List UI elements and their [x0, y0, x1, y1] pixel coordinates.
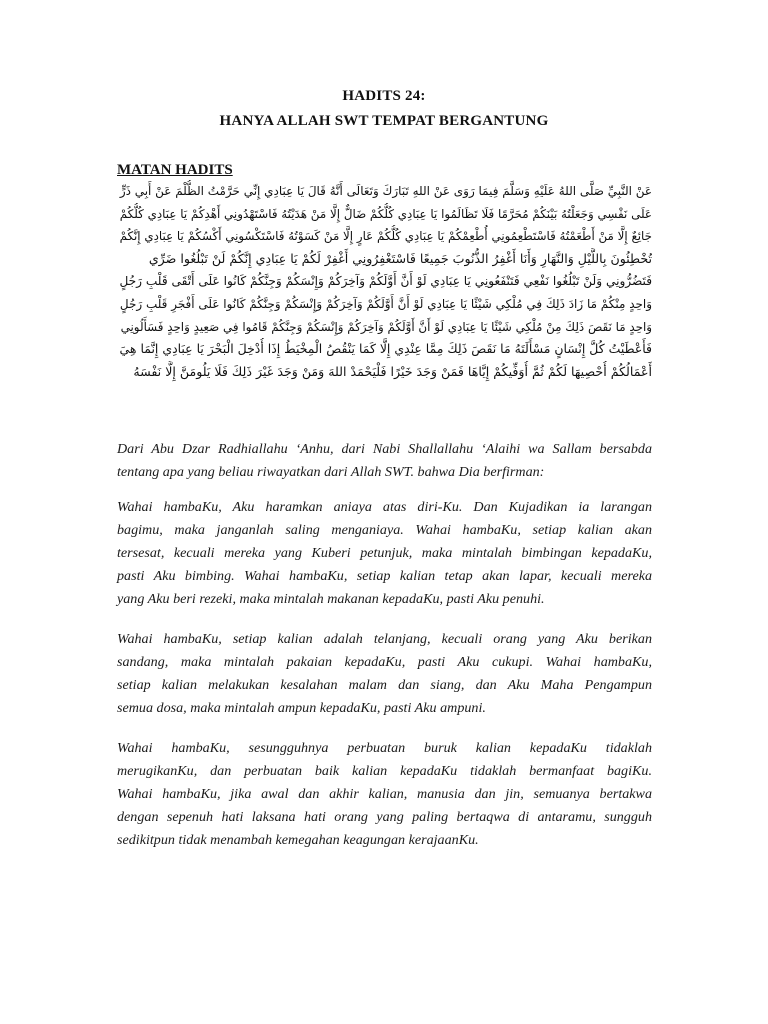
arabic-line: عَلَى نَفْسِي وَجَعَلْتُهُ بَيْنَكُمْ مُحَرَّمًا فَلَا تَظَالَمُوا يَا عِبَادِي كُلُّكُمْ ضَالٌّ إِلَّا مَنْ هَدَيْتُهُ فَاسْتَهْدُونِي أَهْدِكُمْ يَا عِبَادِي كُلُّكُمْ [119, 206, 652, 221]
arabic-line: وَاحِدٍ مَا نَقَصَ ذَلِكَ مِنْ مُلْكِي شَيْئًا يَا عِبَادِي لَوْ أَنَّ أَوَّلَكُمْ وَآخِرَكُمْ وَإِنْسَكُمْ وَجِنَّكُمْ قَامُوا فِي صَعِيدٍ وَاحِدٍ فَسَأَلُونِي [120, 319, 652, 334]
text-line: Wahai hambaKu, Aku haramkan aniaya atas diri-Ku. Dan Kujadikan ia larangan [117, 499, 652, 515]
arabic-line: وَاحِدٍ مِنْكُمْ مَا زَادَ ذَلِكَ فِي مُلْكِي شَيْئًا يَا عِبَادِي لَوْ أَنَّ أَوَّلَكُمْ وَآخِرَكُمْ وَإِنْسَكُمْ وَجِنَّكُمْ كَانُوا عَلَى أَفْجَرِ قَلْبِ رَجُلٍ [119, 296, 652, 311]
section-heading-matan: MATAN HADITS [117, 162, 233, 178]
translation-paragraph-3 [117, 628, 652, 720]
hadith-number-title: HADITS 24: [342, 88, 426, 104]
text-line: sedikitpun tidak menambah kemegahan keagungan kerajaanKu. [117, 832, 479, 849]
text-line: sandang, maka mintalah pakaian kepadaKu, pasti Aku cukupi. Wahai hambaKu, [117, 654, 652, 671]
text-line: semua dosa, maka mintalah ampun kepadaKu, pasti Aku ampuni. [117, 700, 486, 717]
text-line: setiap kalian melakukan kesalahan malam dan siang, dan Aku Maha Pengampun [117, 677, 652, 694]
text-line: tentang apa yang beliau riwayatkan dari Allah SWT. bahwa Dia berfirman: [117, 464, 545, 481]
text-line: bagimu, maka janganlah saling menganiaya. Wahai hambaKu, setiap kalian akan [117, 522, 652, 539]
arabic-hadith-text [117, 180, 652, 383]
arabic-line: فَأَعْطَيْتُ كُلَّ إِنْسَانٍ مَسْأَلَتَهُ مَا نَقَصَ ذَلِكَ مِمَّا عِنْدِي إِلَّا كَمَا يَنْقُصُ الْمِخْيَطُ إِذَا أُدْخِلَ الْبَحْرَ يَا عِبَادِي إِنَّمَا هِيَ [119, 341, 652, 357]
arabic-line: جَائِعٌ إِلَّا مَنْ أَطْعَمْتُهُ فَاسْتَطْعِمُونِي أُطْعِمْكُمْ يَا عِبَادِي كُلُّكُمْ عَارٍ إِلَّا مَنْ كَسَوْتُهُ فَاسْتَكْسُونِي أَكْسُكُمْ يَا عِبَادِي إِنَّكُمْ [119, 229, 652, 244]
translation-paragraph-2 [117, 496, 652, 611]
arabic-line: فَتَضُرُّونِي وَلَنْ تَبْلُغُوا نَفْعِي فَتَنْفَعُونِي يَا عِبَادِي لَوْ أَنَّ أَوَّلَكُمْ وَآخِرَكُمْ وَإِنْسَكُمْ وَجِنَّكُمْ كَانُوا عَلَى أَتْقَى قَلْبِ رَجُلٍ [119, 274, 652, 289]
text-line: Wahai hambaKu, jika awal dan akhir kalian, manusia dan jin, semuanya bertakwa [117, 786, 652, 803]
translation-intro-paragraph [117, 438, 652, 484]
text-line: yang Aku beri rezeki, maka mintalah makanan kepadaKu, pasti Aku penuhi. [117, 591, 545, 608]
hadith-title: HANYA ALLAH SWT TEMPAT BERGANTUNG [219, 113, 549, 129]
arabic-line: أَعْمَالُكُمْ أُحْصِيهَا لَكُمْ ثُمَّ أُوَفِّيكُمْ إِيَّاهَا فَمَنْ وَجَدَ خَيْرًا فَلْيَحْمَدْ اللهَ وَمَنْ وَجَدَ غَيْرَ ذَلِكَ فَلَا يَلُومَنَّ إِلَّا نَفْسَهُ [133, 363, 652, 379]
translation-paragraph-4 [117, 737, 652, 852]
text-line: tersesat, kecuali mereka yang Kuberi petunjuk, maka mintalah bimbingan kepadaKu, [117, 545, 652, 562]
text-line: pasti Aku bimbing. Wahai hambaKu, setiap kalian tetap akan lapar, kecuali mereka [117, 568, 652, 585]
text-line: merugikanKu, dan perbuatan baik kalian kepadaKu tidaklah bermanfaat bagiKu. [117, 763, 652, 780]
text-line: Wahai hambaKu, sesungguhnya perbuatan buruk kalian kepadaKu tidaklah [117, 740, 652, 756]
text-line: Wahai hambaKu, setiap kalian adalah telanjang, kecuali orang yang Aku berikan [117, 631, 652, 647]
text-line: dengan sepenuh hati laksana hati orang yang paling bertaqwa di antaramu, sungguh [117, 809, 652, 826]
text-line: Dari Abu Dzar Radhiallahu ‘Anhu, dari Nabi Shallallahu ‘Alaihi wa Sallam bersabda [117, 441, 652, 457]
arabic-line: عَنْ النَّبِيِّ صَلَّى اللهُ عَلَيْهِ وَسَلَّمَ فِيمَا رَوَى عَنْ اللهِ تَبَارَكَ وَتَعَالَى أَنَّهُ قَالَ يَا عِبَادِي إِنِّي حَرَّمْتُ الظُّلْمَ عَنْ أَبِي ذَرٍّ [119, 184, 652, 198]
arabic-line: تُخْطِئُونَ بِاللَّيْلِ وَالنَّهَارِ وَأَنَا أَغْفِرُ الذُّنُوبَ جَمِيعًا فَاسْتَغْفِرُونِي أَغْفِرْ لَكُمْ يَا عِبَادِي إِنَّكُمْ لَنْ تَبْلُغُوا ضَرِّي [148, 250, 652, 266]
